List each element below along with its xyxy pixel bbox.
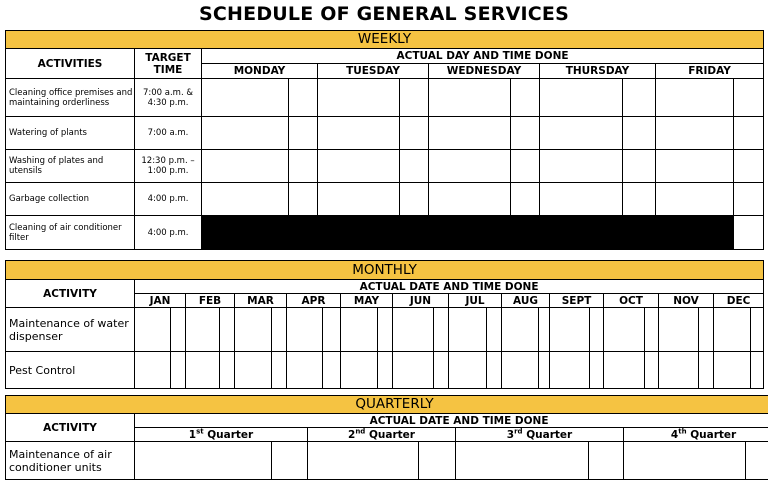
monthly-entry-cell[interactable] [378,352,393,389]
weekly-entry-cell[interactable] [400,150,429,183]
monthly-entry-cell[interactable] [287,352,323,389]
weekly-entry-cell[interactable] [289,183,318,216]
weekly-row [6,216,764,250]
weekly-entry-cell[interactable] [734,216,764,250]
weekly-entry-cell[interactable] [540,117,623,150]
weekly-entry-cell[interactable] [540,79,623,117]
quarter-header [456,428,624,442]
monthly-entry-cell[interactable] [550,352,590,389]
weekly-activity-label: Watering of plants [6,117,135,150]
weekly-row [6,79,764,117]
quarter-ordinal: st [196,427,204,435]
quarterly-band: QUARTERLY [6,396,768,414]
monthly-entry-cell[interactable] [699,308,714,352]
quarter-number: 4 [670,428,679,441]
weekly-target-time: 7:00 a.m. & 4:30 p.m. [135,79,202,117]
monthly-entry-cell[interactable] [220,308,235,352]
month-header: FEB [186,294,235,308]
weekly-entry-cell[interactable] [623,150,656,183]
weekly-day-header: FRIDAY [656,64,764,79]
quarter-ordinal: th [678,427,687,435]
monthly-actual-header: ACTUAL DATE AND TIME DONE [135,280,764,294]
weekly-entry-cell[interactable] [318,117,400,150]
monthly-schedule-table [5,260,764,389]
monthly-entry-cell[interactable] [590,308,604,352]
monthly-entry-cell[interactable] [449,308,487,352]
monthly-entry-cell[interactable] [539,352,550,389]
quarterly-activity-label: Maintenance of air conditioner units [6,442,135,480]
weekly-band: WEEKLY [6,31,764,49]
weekly-activity-label: Cleaning office premises and maintaining orderliness [6,79,135,117]
monthly-entry-cell[interactable] [699,352,714,389]
quarterly-activity-header: ACTIVITY [6,414,135,442]
weekly-entry-cell[interactable] [734,150,764,183]
monthly-entry-cell[interactable] [171,308,186,352]
weekly-entry-cell[interactable] [511,183,540,216]
monthly-entry-cell[interactable] [235,308,272,352]
monthly-entry-cell[interactable] [171,352,186,389]
monthly-activity-label: Maintenance of water dispenser [6,308,135,352]
monthly-entry-cell[interactable] [272,352,287,389]
monthly-entry-cell[interactable] [272,308,287,352]
month-header: MAY [341,294,393,308]
weekly-target-time: 4:00 p.m. [135,216,202,250]
monthly-entry-cell[interactable] [378,308,393,352]
weekly-entry-cell[interactable] [400,117,429,150]
quarter-number: 2 [348,428,356,441]
monthly-entry-cell[interactable] [186,352,220,389]
monthly-entry-cell[interactable] [659,308,699,352]
monthly-entry-cell[interactable] [434,352,449,389]
quarterly-row [6,442,768,480]
monthly-entry-cell[interactable] [393,308,434,352]
weekly-entry-cell[interactable] [656,79,734,117]
weekly-target-time-header: TARGET TIME [135,49,202,79]
month-header: JUN [393,294,449,308]
weekly-target-time: 4:00 p.m. [135,183,202,216]
monthly-entry-cell[interactable] [659,352,699,389]
quarter-ordinal: nd [355,427,366,435]
page-title: SCHEDULE OF GENERAL SERVICES [199,3,569,25]
monthly-entry-cell[interactable] [502,352,539,389]
monthly-entry-cell[interactable] [287,308,323,352]
month-header: SEPT [550,294,604,308]
quarterly-entry-cell[interactable] [272,442,308,480]
weekly-entry-cell[interactable] [734,183,764,216]
weekly-row [6,150,764,183]
monthly-entry-cell[interactable] [323,308,341,352]
monthly-entry-cell[interactable] [393,352,434,389]
quarterly-entry-cell[interactable] [135,442,272,480]
weekly-row [6,183,764,216]
weekly-row [6,117,764,150]
monthly-entry-cell[interactable] [714,308,751,352]
quarter-header [624,428,768,442]
weekly-target-time: 7:00 a.m. [135,117,202,150]
weekly-entry-cell[interactable] [429,79,511,117]
monthly-entry-cell[interactable] [751,352,764,389]
monthly-entry-cell[interactable] [487,308,502,352]
monthly-entry-cell[interactable] [604,352,645,389]
quarter-label: Quarter [522,428,573,441]
weekly-entry-cell[interactable] [429,117,511,150]
weekly-entry-cell[interactable] [289,79,318,117]
monthly-entry-cell[interactable] [645,352,659,389]
weekly-activity-label: Washing of plates and utensils [6,150,135,183]
weekly-entry-cell[interactable] [656,183,734,216]
weekly-entry-cell[interactable] [623,117,656,150]
quarterly-entry-cell[interactable] [456,442,589,480]
month-header: NOV [659,294,714,308]
blocked-out-cells [202,216,734,250]
weekly-entry-cell[interactable] [656,150,734,183]
weekly-schedule-table [5,30,764,250]
weekly-entry-cell[interactable] [202,183,289,216]
quarter-label: Quarter [686,428,737,441]
quarterly-entry-cell[interactable] [308,442,419,480]
weekly-activity-label: Garbage collection [6,183,135,216]
weekly-entry-cell[interactable] [656,117,734,150]
quarter-label: Quarter [365,428,415,441]
weekly-entry-cell[interactable] [429,183,511,216]
weekly-entry-cell[interactable] [289,117,318,150]
weekly-entry-cell[interactable] [202,79,289,117]
month-header: DEC [714,294,764,308]
quarterly-entry-cell[interactable] [419,442,456,480]
quarter-number: 3 [506,428,515,441]
weekly-entry-cell[interactable] [318,183,400,216]
quarter-ordinal: rd [514,427,523,435]
monthly-entry-cell[interactable] [502,308,539,352]
month-header: AUG [502,294,550,308]
monthly-band: MONTHLY [6,261,764,280]
weekly-day-header: TUESDAY [318,64,429,79]
monthly-entry-cell[interactable] [135,352,171,389]
weekly-entry-cell[interactable] [623,79,656,117]
weekly-activities-header: ACTIVITIES [6,49,135,79]
monthly-entry-cell[interactable] [487,352,502,389]
weekly-entry-cell[interactable] [511,79,540,117]
monthly-entry-cell[interactable] [645,308,659,352]
weekly-day-header: MONDAY [202,64,318,79]
monthly-entry-cell[interactable] [341,308,378,352]
weekly-day-header: THURSDAY [540,64,656,79]
monthly-entry-cell[interactable] [341,352,378,389]
monthly-activity-header: ACTIVITY [6,280,135,308]
month-header: JUL [449,294,502,308]
weekly-day-header: WEDNESDAY [429,64,540,79]
monthly-entry-cell[interactable] [550,308,590,352]
weekly-target-time: 12:30 p.m. – 1:00 p.m. [135,150,202,183]
weekly-entry-cell[interactable] [511,117,540,150]
quarter-number: 1 [188,428,197,441]
weekly-entry-cell[interactable] [318,150,400,183]
monthly-entry-cell[interactable] [751,308,764,352]
quarterly-entry-cell[interactable] [746,442,768,480]
monthly-entry-cell[interactable] [449,352,487,389]
weekly-entry-cell[interactable] [202,150,289,183]
quarter-header [308,428,456,442]
quarterly-actual-header: ACTUAL DATE AND TIME DONE [135,414,768,428]
monthly-entry-cell[interactable] [186,308,220,352]
quarter-label: Quarter [203,428,254,441]
monthly-row [6,352,764,389]
monthly-entry-cell[interactable] [323,352,341,389]
weekly-entry-cell[interactable] [511,150,540,183]
weekly-entry-cell[interactable] [289,150,318,183]
monthly-entry-cell[interactable] [135,308,171,352]
monthly-entry-cell[interactable] [539,308,550,352]
month-header: JAN [135,294,186,308]
quarterly-entry-cell[interactable] [624,442,746,480]
monthly-entry-cell[interactable] [220,352,235,389]
quarterly-schedule-table [5,395,768,480]
weekly-entry-cell[interactable] [734,117,764,150]
weekly-entry-cell[interactable] [429,150,511,183]
weekly-entry-cell[interactable] [318,79,400,117]
quarter-header [135,428,308,442]
weekly-entry-cell[interactable] [540,150,623,183]
weekly-actual-header: ACTUAL DAY AND TIME DONE [202,49,764,64]
month-header: OCT [604,294,659,308]
weekly-entry-cell[interactable] [202,117,289,150]
monthly-entry-cell[interactable] [714,352,751,389]
weekly-entry-cell[interactable] [400,79,429,117]
monthly-entry-cell[interactable] [235,352,272,389]
weekly-entry-cell[interactable] [623,183,656,216]
monthly-row [6,308,764,352]
monthly-entry-cell[interactable] [590,352,604,389]
month-header: APR [287,294,341,308]
weekly-activity-label: Cleaning of air conditioner filter [6,216,135,250]
quarterly-entry-cell[interactable] [589,442,624,480]
monthly-entry-cell[interactable] [604,308,645,352]
weekly-entry-cell[interactable] [540,183,623,216]
month-header: MAR [235,294,287,308]
monthly-activity-label: Pest Control [6,352,135,389]
weekly-entry-cell[interactable] [734,79,764,117]
monthly-entry-cell[interactable] [434,308,449,352]
weekly-entry-cell[interactable] [400,183,429,216]
